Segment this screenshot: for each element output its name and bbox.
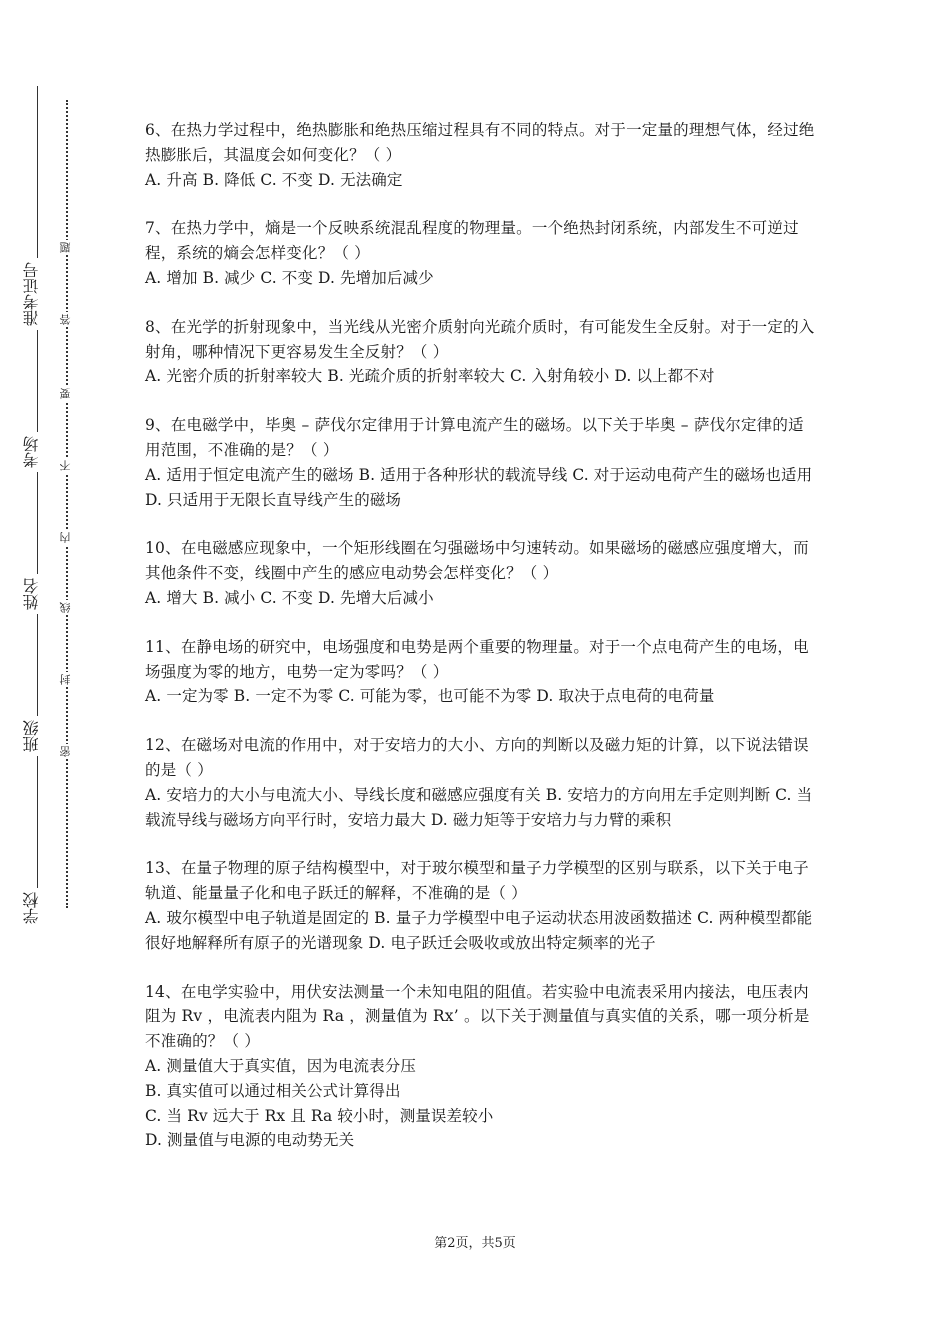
question-option-c: C. 当 Rv 远大于 Rx 且 Ra 较小时，测量误差较小 (145, 1106, 494, 1125)
question-options: A. 安培力的大小与电流大小、导线长度和磁感应强度有关 B. 安培力的方向用左手定则判断 C. 当载流导线与磁场方向平行时，安培力最大 D. 磁力矩等于安培力与力臂的乘积 (145, 785, 813, 829)
question-stem: 7、在热力学中，熵是一个反映系统混乱程度的物理量。一个绝热封闭系统，内部发生不可逆过程，系统的熵会怎样变化？（ ） (145, 219, 799, 263)
seal-char-nei: 内 (59, 530, 75, 545)
question-option-d: D. 测量值与电源的电动势无关 (145, 1131, 355, 1150)
question-stem: 12、在磁场对电流的作用中，对于安培力的大小、方向的判断以及磁力矩的计算，以下说法错误的是（ ） (145, 736, 809, 779)
question-13 (145, 856, 815, 955)
question-stem: 11、在静电场的研究中，电场强度和电势是两个重要的物理量。对于一个点电荷产生的电场，电场强度为零的地方，电势一定为零吗？（ ） (145, 637, 809, 681)
question-options: A. 光密介质的折射率较大 B. 光疏介质的折射率较大 C. 入射角较小 D. 以上都不对 (145, 367, 715, 386)
seal-char-da: 答 (59, 312, 75, 327)
binding-solid-line (37, 86, 38, 926)
question-options: A. 增加 B. 减少 C. 不变 D. 先增加后减少 (145, 268, 434, 287)
question-stem: 10、在电磁感应现象中，一个矩形线圈在匀强磁场中匀速转动。如果磁场的磁感应强度增大，而其他条件不变，线圈中产生的感应电动势会怎样变化？（ ） (145, 539, 809, 583)
seal-char-ti: 题 (59, 240, 75, 255)
question-stem: 9、在电磁学中，毕奥 – 萨伐尔定律用于计算电流产生的磁场。以下关于毕奥 – 萨伐尔定律的适用范围，不准确的是？（ ） (145, 416, 804, 459)
question-option-b: B. 真实值可以通过相关公式计算得出 (145, 1081, 401, 1100)
seal-char-xian: 线 (59, 600, 75, 615)
question-14 (145, 980, 815, 1154)
question-11 (145, 635, 815, 709)
question-7 (145, 216, 815, 290)
field-exam-room: 考场 (22, 432, 52, 472)
question-options: A. 增大 B. 减小 C. 不变 D. 先增大后减小 (145, 588, 434, 607)
question-12 (145, 733, 815, 832)
question-option-a: A. 测量值大于真实值，因为电流表分压 (145, 1056, 416, 1075)
question-options: A. 玻尔模型中电子轨道是固定的 B. 量子力学模型中电子运动状态用波函数描述 C. 两种模型都能很好地解释所有原子的光谱现象 D. 电子跃迁会吸收或放出特定频率的光子 (145, 908, 813, 952)
question-options: A. 一定为零 B. 一定不为零 C. 可能为零，也可能不为零 D. 取决于点电荷的电荷量 (145, 687, 715, 706)
field-school: 学校 (22, 888, 52, 928)
field-exam-number: 准考证号 (22, 258, 52, 330)
question-stem: 14、在电学实验中，用伏安法测量一个未知电阻的阻值。若实验中电流表采用内接法，电压表内阻为 Rv ，电流表内阻为 Ra ，测量值为 Rx’ 。以下关于测量值与真实值的关系，哪一项分析是不准确的？（ ） (145, 982, 810, 1051)
question-10 (145, 536, 815, 610)
seal-char-bu: 不 (59, 458, 75, 473)
field-name: 姓名 (22, 574, 52, 614)
seal-char-feng: 封 (59, 672, 75, 687)
question-6 (145, 118, 815, 192)
question-8 (145, 315, 815, 389)
question-9 (145, 413, 815, 512)
question-options: A. 升高 B. 降低 C. 不变 D. 无法确定 (145, 170, 403, 189)
binding-margin (0, 0, 110, 1344)
page-footer: 第2页，共5页 (434, 1236, 516, 1251)
question-stem: 13、在量子物理的原子结构模型中，对于玻尔模型和量子力学模型的区别与联系，以下关于电子轨道、能量量子化和电子跃迁的解释，不准确的是（ ） (145, 859, 809, 903)
field-class: 班级 (22, 716, 52, 756)
seal-char-yao: 要 (59, 386, 75, 401)
question-stem: 6、在热力学过程中，绝热膨胀和绝热压缩过程具有不同的特点。对于一定量的理想气体，经过绝热膨胀后，其温度会如何变化？（ ） (145, 121, 815, 164)
question-stem: 8、在光学的折射现象中，当光线从光密介质射向光疏介质时，有可能发生全反射。对于一定的入射角，哪种情况下更容易发生全反射？（ ） (145, 317, 815, 361)
question-list (145, 118, 815, 1177)
seal-dotted-line (66, 100, 68, 908)
question-options: A. 适用于恒定电流产生的磁场 B. 适用于各种形状的载流导线 C. 对于运动电荷产生的磁场也适用 D. 只适用于无限长直导线产生的磁场 (145, 465, 813, 509)
seal-char-mi: 密 (59, 744, 75, 759)
